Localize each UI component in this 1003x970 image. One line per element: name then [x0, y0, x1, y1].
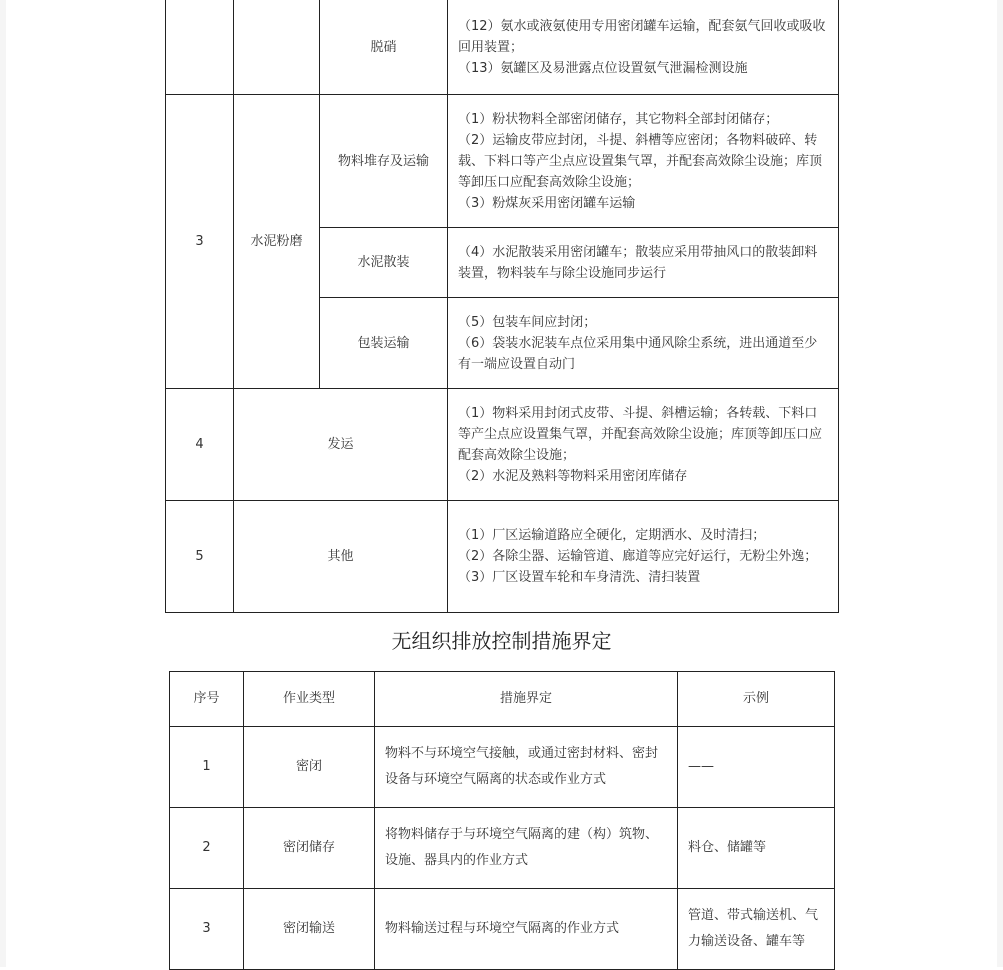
table-row: [170, 808, 835, 889]
column-header: 作业类型: [244, 672, 375, 727]
measure-item: （1）粉状物料全部密闭储存，其它物料全部封闭储存；: [458, 111, 779, 127]
measure-item: （4）水泥散装采用密闭罐车；散装应采用带抽风口的散装卸料装置，物料装车与除尘设施同步运行: [458, 244, 818, 281]
operation-type-cell: 密闭储存: [244, 808, 375, 889]
definition-cell: 物料输送过程与环境空气隔离的作业方式: [375, 889, 678, 970]
sub-process-cell: 物料堆存及运输: [320, 95, 448, 228]
sub-process-cell: 脱硝: [320, 0, 448, 95]
row-number-cell: 3: [166, 95, 234, 389]
column-header: 序号: [170, 672, 244, 727]
table-row: [170, 889, 835, 970]
process-cell: 其他: [234, 501, 448, 613]
table-row: [170, 727, 835, 808]
process-cell: 发运: [234, 389, 448, 501]
measure-item: （6）袋装水泥装车点位采用集中通风除尘系统，进出通道至少有一端应设置自动门: [458, 335, 818, 372]
measure-item: （1）物料采用封闭式皮带、斗提、斜槽运输；各转载、下料口等产尘点应设置集气罩，并配套高效除尘设施；库顶等卸压口应配套高效除尘设施；: [458, 405, 823, 463]
definition-cell: 将物料储存于与环境空气隔离的建（构）筑物、设施、器具内的作业方式: [375, 808, 678, 889]
table-row: [166, 389, 839, 501]
measure-item: （3）粉煤灰采用密闭罐车运输: [458, 195, 636, 211]
row-number-cell: 4: [166, 389, 234, 501]
section-title: 无组织排放控制措施界定: [391, 629, 612, 653]
process-cell: [234, 0, 320, 95]
measure-item: （3）厂区设置车轮和车身清洗、清扫装置: [458, 570, 701, 585]
measures-cell: [448, 0, 839, 95]
measure-item: （5）包装车间应封闭；: [458, 314, 597, 330]
table-row: [166, 95, 839, 228]
measure-item: （2）水泥及熟料等物料采用密闭库储存: [458, 468, 688, 484]
operation-type-cell: 密闭输送: [244, 889, 375, 970]
measures-cell: [448, 501, 839, 613]
measure-item: （2）运输皮带应封闭，斗提、斜槽等应密闭；各物料破碎、转载、下料口等产尘点应设置集气罩，并配套高效除尘设施；库顶等卸压口应配套高效除尘设施；: [458, 132, 823, 190]
measures-cell: [448, 298, 839, 389]
measures-cell: [448, 95, 839, 228]
example-cell: 管道、带式输送机、气力输送设备、罐车等: [678, 889, 835, 970]
page-left-margin: [0, 0, 6, 967]
measure-item: （1）厂区运输道路应全硬化，定期洒水、及时清扫；: [458, 528, 766, 543]
measures-table: [165, 0, 839, 613]
definition-table: [169, 671, 835, 970]
measures-cell: [448, 228, 839, 298]
definition-cell: 物料不与环境空气接触，或通过密封材料、密封设备与环境空气隔离的状态或作业方式: [375, 727, 678, 808]
table-row: [166, 501, 839, 613]
example-cell: ——: [678, 727, 835, 808]
row-number-cell: 1: [170, 727, 244, 808]
measure-item: （12）氨水或液氨使用专用密闭罐车运输，配套氨气回收或吸收回用装置；: [458, 18, 826, 55]
measure-item: （2）各除尘器、运输管道、廊道等应完好运行，无粉尘外逸；: [458, 549, 818, 564]
sub-process-cell: 包装运输: [320, 298, 448, 389]
row-number-cell: 5: [166, 501, 234, 613]
row-number-cell: 2: [170, 808, 244, 889]
page-right-margin: [997, 0, 1003, 967]
column-header: 措施界定: [375, 672, 678, 727]
operation-type-cell: 密闭: [244, 727, 375, 808]
process-cell: 水泥粉磨: [234, 95, 320, 389]
example-cell: 料仓、储罐等: [678, 808, 835, 889]
table-row: [166, 0, 839, 95]
column-header: 示例: [678, 672, 835, 727]
row-number-cell: 3: [170, 889, 244, 970]
measure-item: （13）氨罐区及易泄露点位设置氨气泄漏检测设施: [458, 60, 748, 76]
header-row: [170, 672, 835, 727]
row-number-cell: [166, 0, 234, 95]
sub-process-cell: 水泥散装: [320, 228, 448, 298]
measures-cell: [448, 389, 839, 501]
